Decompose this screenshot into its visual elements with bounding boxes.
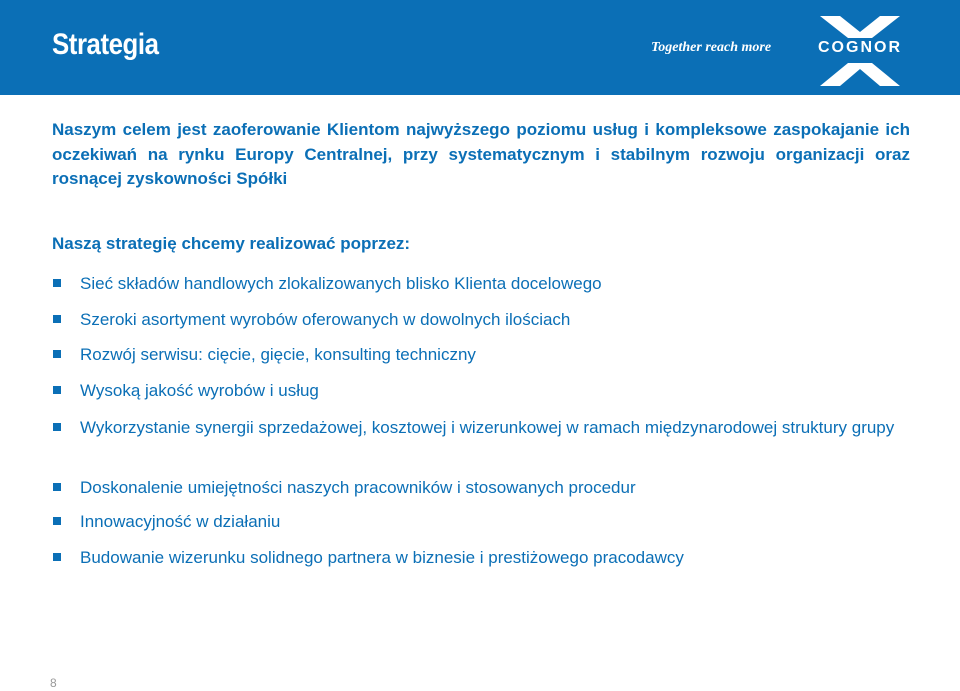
logo-wordmark: COGNOR [818,39,902,56]
strategy-heading: Naszą strategię chcemy realizować poprzez: [52,234,411,253]
slide-title: Strategia [52,28,159,61]
list-item [52,547,910,569]
square-bullet-icon [53,315,61,323]
list-item [52,380,910,402]
square-bullet-icon [53,517,61,525]
list-item [52,344,910,366]
list-item-text: Rozwój serwisu: cięcie, gięcie, konsulting techniczny [80,345,476,364]
square-bullet-icon [53,350,61,358]
list-item [52,309,910,331]
slide-header [0,0,960,95]
list-item [52,477,910,499]
list-item-text: Szeroki asortyment wyrobów oferowanych w dowolnych ilościach [80,310,571,329]
square-bullet-icon [53,553,61,561]
list-item [52,511,910,533]
list-item-text: Sieć składów handlowych zlokalizowanych blisko Klienta docelowego [80,274,602,293]
list-item [52,417,910,439]
square-bullet-icon [53,386,61,394]
list-item-text: Innowacyjność w działaniu [80,512,281,531]
mission-statement: Naszym celem jest zaoferowanie Klientom najwyższego poziomu usług i kompleksowe zaspokajanie ich oczekiwań na rynku Europy Centralnej, przy systematycznym i stabilnym rozwoju organizacji oraz rosnącej zyskowności Spółki [52,120,910,188]
list-item [52,273,910,295]
list-item-text: Doskonalenie umiejętności naszych pracowników i stosowanych procedur [80,478,636,497]
cognor-logo [810,16,910,86]
company-tagline: Together reach more [651,40,772,55]
list-item-text: Wykorzystanie synergii sprzedażowej, kosztowej i wizerunkowej w ramach międzynarodowej struktury grupy [80,418,895,437]
square-bullet-icon [53,423,61,431]
page-number: 8 [50,676,57,690]
list-item-text: Wysoką jakość wyrobów i usług [80,381,319,400]
list-item-text: Budowanie wizerunku solidnego partnera w biznesie i prestiżowego pracodawcy [80,548,684,567]
square-bullet-icon [53,483,61,491]
square-bullet-icon [53,279,61,287]
